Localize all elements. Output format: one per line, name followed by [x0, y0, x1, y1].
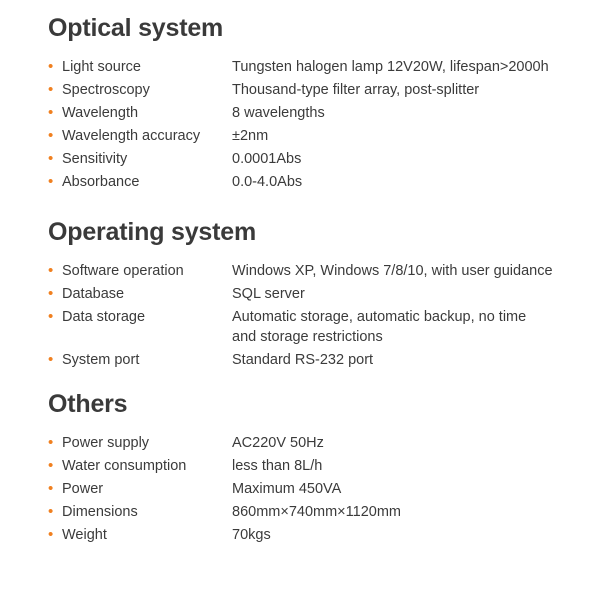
spec-value: Standard RS-232 port [232, 352, 374, 368]
spec-label: Data storage [62, 309, 146, 325]
list-item [48, 502, 580, 522]
list-item [48, 126, 580, 146]
bullet-icon: • [48, 81, 54, 98]
bullet-icon: • [48, 285, 54, 302]
spec-value: AC220V 50Hz [232, 435, 324, 451]
section-spacer [48, 374, 580, 390]
spec-value: 860mm×740mm×1120mm [232, 504, 401, 520]
spec-label: Power supply [62, 435, 150, 451]
list-item [48, 350, 580, 370]
spec-value-line-1: Automatic storage, automatic backup, no time [232, 309, 527, 325]
bullet-icon: • [48, 526, 54, 543]
list-item [48, 433, 580, 453]
list-item [48, 261, 580, 281]
section-operating-system [48, 218, 580, 370]
spec-label: Wavelength accuracy [62, 128, 201, 144]
bullet-icon: • [48, 104, 54, 121]
bullet-icon: • [48, 503, 54, 520]
section-title: Operating system [48, 218, 256, 246]
bullet-icon: • [48, 308, 54, 325]
spec-label: Sensitivity [62, 151, 128, 167]
spec-value: 70kgs [232, 527, 271, 543]
spec-value: Windows XP, Windows 7/8/10, with user guidance [232, 263, 553, 279]
section-title: Others [48, 390, 128, 418]
list-item [48, 479, 580, 499]
bullet-icon: • [48, 434, 54, 451]
bullet-icon: • [48, 457, 54, 474]
spec-value: Maximum 450VA [232, 481, 342, 497]
spec-label: Water consumption [62, 458, 187, 474]
list-item [48, 456, 580, 476]
spec-list-operating-system [48, 261, 580, 370]
spec-label: Weight [62, 527, 107, 543]
section-spacer [48, 196, 580, 218]
bullet-icon: • [48, 127, 54, 144]
bullet-icon: • [48, 262, 54, 279]
spec-label: Wavelength [62, 105, 139, 121]
spec-label: Spectroscopy [62, 82, 150, 98]
spec-list-others [48, 433, 580, 545]
spec-value: SQL server [232, 286, 305, 302]
spec-label: Absorbance [62, 174, 140, 190]
section-others [48, 390, 580, 545]
bullet-icon: • [48, 351, 54, 368]
spec-label: Software operation [62, 263, 184, 279]
spec-value: Tungsten halogen lamp 12V20W, lifespan>2000h [232, 59, 549, 75]
spec-value: 0.0-4.0Abs [232, 174, 303, 190]
spec-value: ±2nm [232, 128, 269, 144]
spec-label: System port [62, 352, 140, 368]
list-item [48, 103, 580, 123]
list-item [48, 149, 580, 169]
list-item [48, 80, 580, 100]
spec-value: Thousand-type filter array, post-splitter [232, 82, 480, 98]
list-item [48, 284, 580, 304]
spec-list-optical-system [48, 57, 580, 192]
bullet-icon: • [48, 150, 54, 167]
spec-value-multiline [232, 307, 580, 347]
bullet-icon: • [48, 173, 54, 190]
spec-value: 0.0001Abs [232, 151, 302, 167]
spec-label: Light source [62, 59, 141, 75]
list-item [48, 172, 580, 192]
spec-value: 8 wavelengths [232, 105, 325, 121]
list-item [48, 525, 580, 545]
bullet-icon: • [48, 58, 54, 75]
list-item [48, 307, 580, 347]
spec-value-line-2: and storage restrictions [232, 329, 383, 345]
spec-label: Power [62, 481, 104, 497]
list-item [48, 57, 580, 77]
section-title: Optical system [48, 14, 224, 42]
spec-label: Dimensions [62, 504, 138, 520]
spec-label: Database [62, 286, 125, 302]
spec-value: less than 8L/h [232, 458, 323, 474]
bullet-icon: • [48, 480, 54, 497]
section-optical-system [48, 14, 580, 192]
